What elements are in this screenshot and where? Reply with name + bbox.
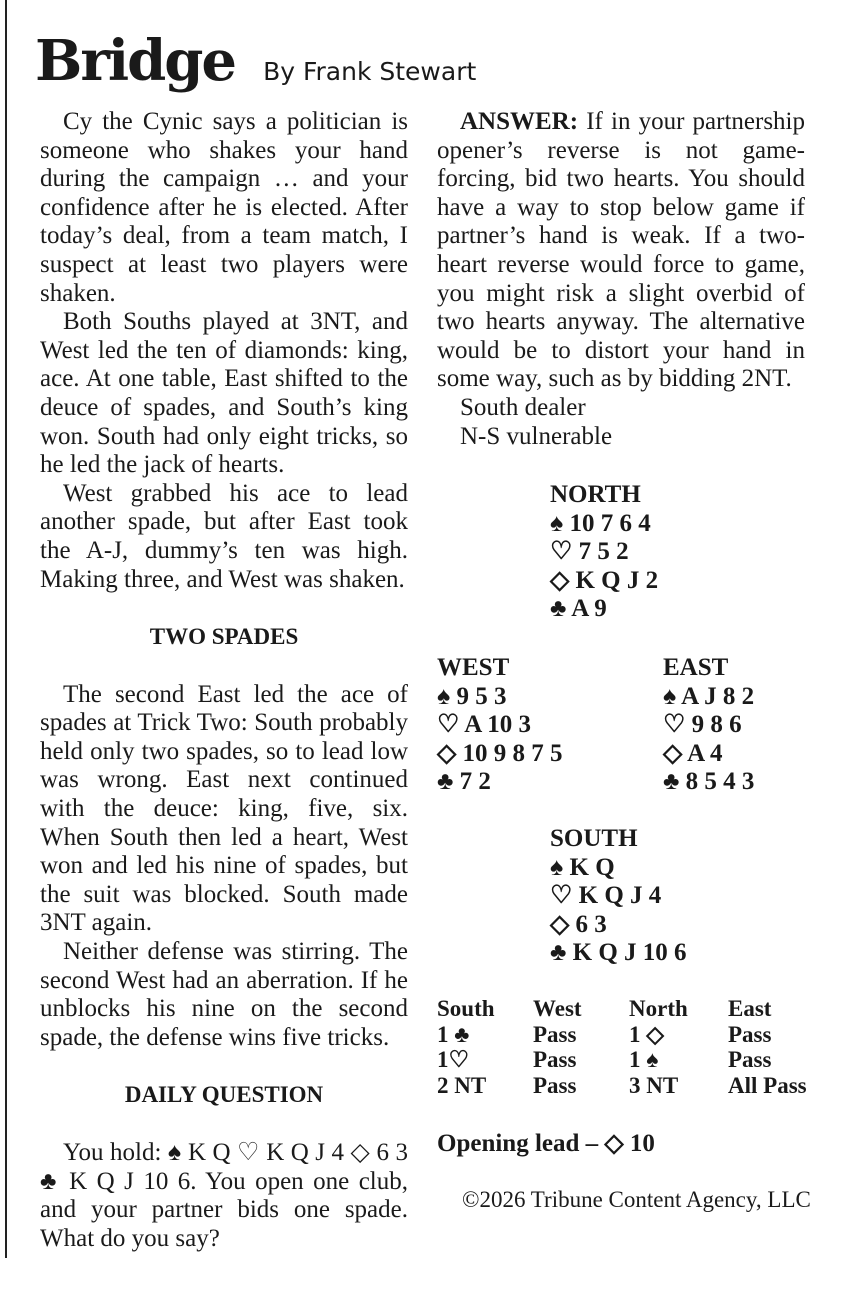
west-hand — [437, 654, 562, 797]
copyright-notice: ©2026 Tribune Content Agency, LLC — [462, 1187, 811, 1212]
column-title: Bridge — [35, 28, 236, 94]
left-column — [40, 108, 408, 1253]
dealer-note: South dealer — [460, 393, 586, 421]
east-spades: ♠ A J 8 2 — [663, 682, 755, 710]
west-hearts: ♡ A 10 3 — [437, 711, 531, 739]
east-diamonds: ◇ A 4 — [663, 739, 723, 767]
opening-lead: Opening lead – ◇ 10 — [437, 1130, 655, 1157]
west-clubs: ♣ 7 2 — [437, 768, 491, 796]
auction-bid: 2 NT — [437, 1072, 487, 1098]
north-spades: ♠ 10 7 6 4 — [550, 509, 651, 537]
south-hearts: ♡ K Q J 4 — [550, 882, 662, 910]
auction-row — [437, 1047, 817, 1073]
auction-bid: 1♡ — [437, 1047, 470, 1072]
auction-bid: All Pass — [728, 1072, 807, 1098]
north-hand — [550, 481, 658, 624]
north-diamonds: ◇ K Q J 2 — [550, 566, 659, 594]
auction-bid: 1 ◇ — [629, 1021, 664, 1047]
north-clubs: ♣ A 9 — [550, 595, 607, 623]
east-label: EAST — [663, 654, 729, 681]
south-diamonds: ◇ 6 3 — [550, 910, 607, 938]
west-spades: ♠ 9 5 3 — [437, 682, 507, 710]
east-hearts: ♡ 9 8 6 — [663, 711, 742, 739]
auction-row — [437, 1022, 817, 1048]
masthead — [35, 28, 476, 94]
paragraph-question: You hold: ♠ K Q ♡ K Q J 4 ◇ 6 3 ♣ K Q J 10 6. You open one club, and your partner bids one spade. What do you say? — [40, 1139, 408, 1252]
east-hand — [663, 654, 754, 797]
heading-two-spades: TWO SPADES — [149, 624, 299, 650]
paragraph-intro: Cy the Cynic says a politician is someone who shakes your hand during the campaign … and your confidence after he is elected. After today’s deal, from a team match, I suspect at least two players were shaken. — [40, 108, 408, 307]
auction-header-north: North — [629, 996, 688, 1021]
auction-header-west: West — [533, 996, 582, 1021]
auction-header-row — [437, 996, 817, 1022]
paragraph-first-table: Both Souths played at 3NT, and West led the ten of diamonds: king, ace. At one table, East shifted to the deuce of spades, and South’s king won. South had only eight tricks, so he led the jack of hearts. — [40, 308, 408, 479]
auction-header-east: East — [728, 996, 772, 1021]
auction-header-south: South — [437, 996, 495, 1021]
south-clubs: ♣ K Q J 10 6 — [550, 939, 687, 967]
answer-label: ANSWER: — [460, 108, 579, 135]
south-hand — [550, 825, 687, 968]
byline: By Frank Stewart — [263, 57, 477, 86]
south-label: SOUTH — [550, 825, 638, 852]
auction-bid: Pass — [533, 1047, 577, 1072]
auction-bid: Pass — [728, 1047, 772, 1072]
auction-row — [437, 1073, 817, 1099]
west-label: WEST — [437, 654, 510, 681]
south-spades: ♠ K Q — [550, 853, 615, 881]
auction-bid: 1 ♠ — [629, 1047, 659, 1072]
auction-bid: 1 ♣ — [437, 1021, 470, 1047]
auction-table — [437, 996, 817, 1098]
auction-bid: 3 NT — [629, 1072, 679, 1098]
heading-daily-question: DAILY QUESTION — [124, 1082, 324, 1108]
auction-bid: Pass — [533, 1072, 577, 1098]
east-clubs: ♣ 8 5 4 3 — [663, 768, 755, 796]
left-border-rule — [5, 0, 7, 1258]
auction-bid: Pass — [728, 1021, 772, 1047]
right-column — [437, 108, 805, 451]
vulnerability-note: N-S vulnerable — [460, 422, 613, 450]
auction-bid: Pass — [533, 1021, 577, 1047]
north-label: NORTH — [550, 481, 641, 508]
west-diamonds: ◇ 10 9 8 7 5 — [437, 739, 563, 767]
north-hearts: ♡ 7 5 2 — [550, 538, 629, 566]
paragraph-west-shaken: West grabbed his ace to lead another spade, but after East took the A-J, dummy’s ten was high. Making three, and West was shaken. — [40, 479, 408, 593]
paragraph-answer — [437, 108, 805, 394]
answer-text: If in your partnership opener’s reverse is not game-forcing, bid two hearts. You should have a way to stop below game if partner’s hand is weak. If a two-heart reverse would force to game, you might risk a slight overbid of two hearts anyway. The alternative would be to distort your hand in some way, such as by bidding 2NT. — [437, 108, 805, 393]
paragraph-defense: Neither defense was stirring. The second West had an aberration. If he unblocks his nine on the second spade, the defense wins five tricks. — [40, 938, 408, 1051]
paragraph-second-table: The second East led the ace of spades at Trick Two: South probably held only two spades, so to lead low was wrong. East next continued with the deuce: king, five, six. When South then led a heart, West won and led his nine of spades, but the suit was blocked. South made 3NT again. — [40, 680, 408, 937]
